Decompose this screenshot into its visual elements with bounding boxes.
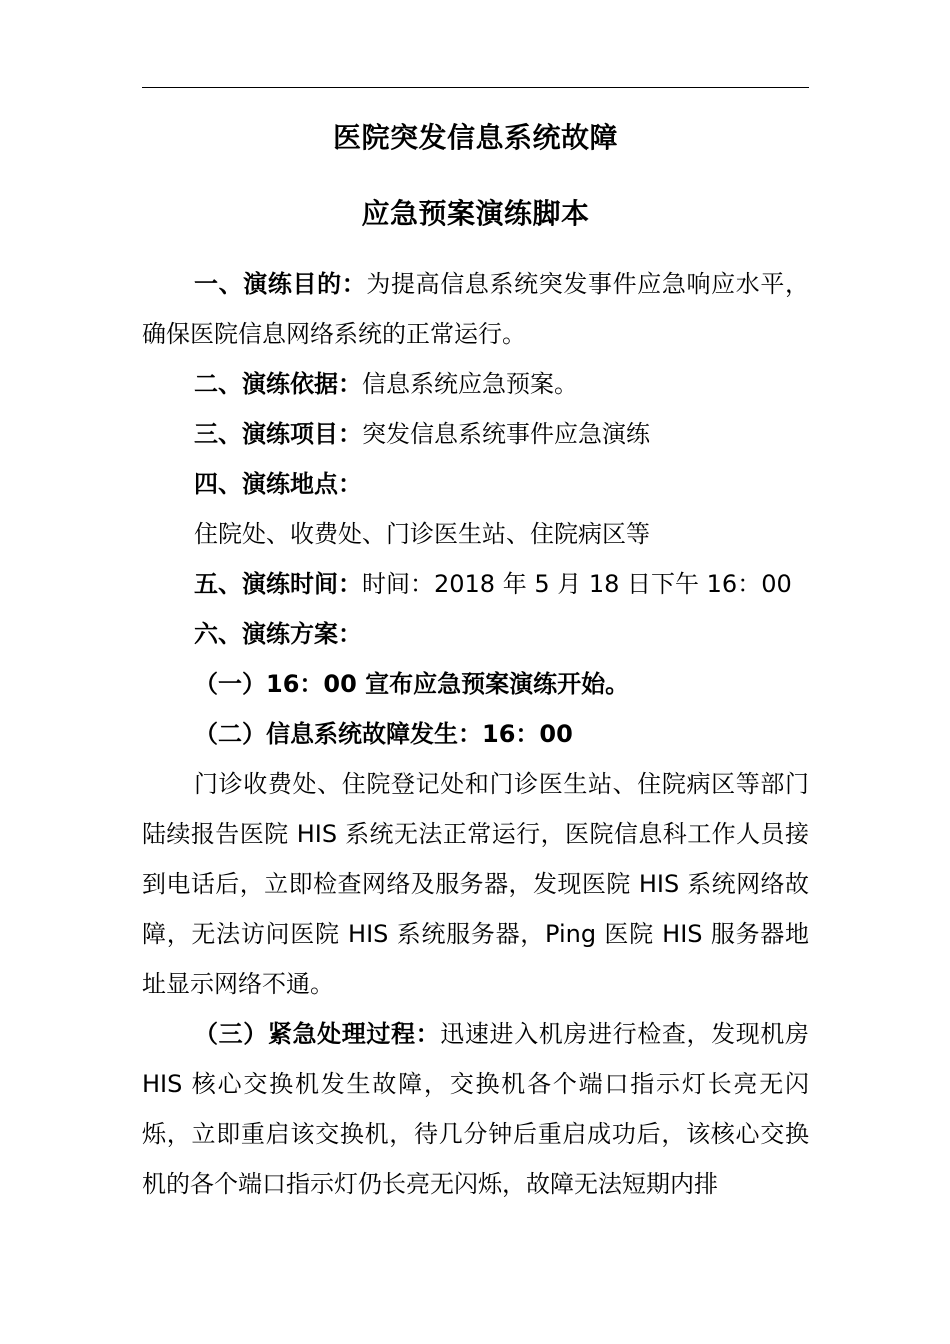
document-title-line1: 医院突发信息系统故障: [332, 121, 618, 154]
section-basis: [142, 359, 809, 409]
section-heading: 一、演练目的：: [194, 270, 367, 298]
section-plan: [142, 609, 809, 659]
header-rule: [142, 87, 809, 88]
section-location: [142, 459, 809, 509]
subsection-heading: （二）信息系统故障发生：16：00: [194, 720, 573, 748]
section-heading: 六、演练方案：: [194, 620, 362, 648]
section-heading: 二、演练依据：: [194, 370, 362, 398]
subsection-heading: （三）紧急处理过程：: [194, 1020, 441, 1048]
section-text: 时间：2018 年 5 月 18 日下午 16：00: [362, 570, 792, 598]
section-text: 信息系统应急预案。: [362, 370, 578, 398]
section-time: [142, 559, 809, 609]
section-text: 突发信息系统事件应急演练: [362, 420, 650, 448]
section-project: [142, 409, 809, 459]
section-text: 为提高信息系统突发事件应急响应水平，确保医院信息网络系统的正常运行。: [142, 270, 809, 348]
subsection-2-text: 门诊收费处、住院登记处和门诊医生站、住院病区等部门陆续报告医院 HIS 系统无法正常运行，医院信息科工作人员接到电话后，立即检查网络及服务器，发现医院 HIS 系统网络故障，无法访问医院 HIS 系统服务器，Ping 医院 HIS 服务器地址显示网络不通。: [142, 770, 809, 998]
section-heading: 四、演练地点：: [194, 470, 362, 498]
section-heading: 三、演练项目：: [194, 420, 362, 448]
section-purpose: [142, 259, 809, 359]
subsection-2: [142, 709, 809, 759]
subsection-3: [142, 1009, 809, 1209]
subsection-heading: （一）16：00 宣布应急预案演练开始。: [194, 670, 630, 698]
section-heading: 五、演练时间：: [194, 570, 362, 598]
subsection-1: [142, 659, 809, 709]
section-location-text: 住院处、收费处、门诊医生站、住院病区等: [194, 520, 650, 548]
document-title-line2: 应急预案演练脚本: [361, 197, 590, 230]
document-body: [142, 259, 809, 1209]
subsection-text: 迅速进入机房进行检查，发现机房 HIS 核心交换机发生故障，交换机各个端口指示灯长亮无闪烁，立即重启该交换机，待几分钟后重启成功后，该核心交换机的各个端口指示灯仍长亮无闪烁，故障无法短期内排: [142, 1020, 809, 1198]
